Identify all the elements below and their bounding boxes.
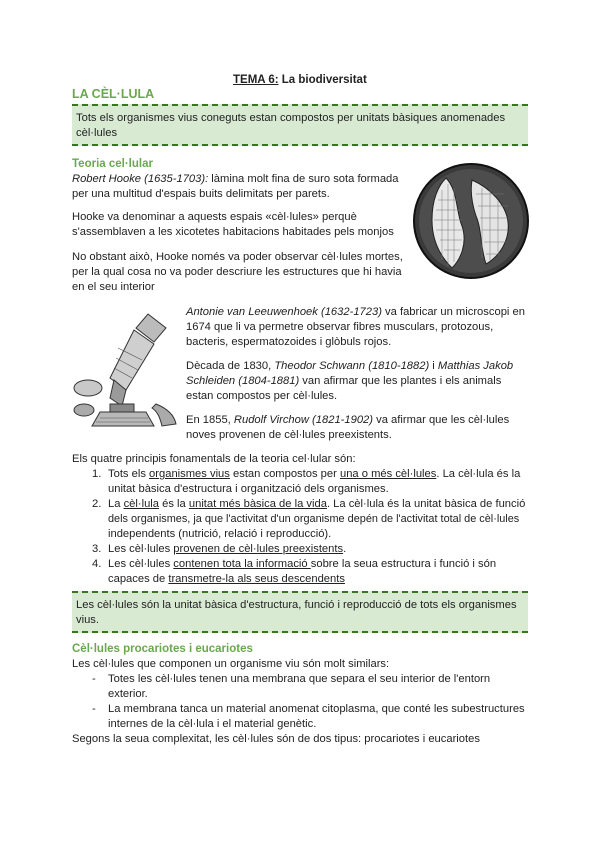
principle-1-b: estan compostos per	[229, 468, 340, 480]
principle-4-number: 4.	[92, 558, 102, 570]
leeuwenhoek-name: Antonie van Leeuwenhoek (1632-1723)	[186, 306, 382, 318]
principle-3-a: Les cèl·lules	[108, 543, 174, 555]
principle-1-number: 1.	[92, 468, 102, 480]
schwann-line-1	[186, 359, 513, 374]
principle-4-b: sobre la seua estructura i funció i són	[310, 558, 497, 570]
principle-2-a: La	[108, 498, 124, 510]
bullet-2-line-1: La membrana tanca un material anomenat citoplasma, que conté les subestructures	[108, 703, 525, 715]
principle-4-line2-u: transmetre-la als seus descendents	[168, 573, 345, 585]
principle-3-u1: provenen de cèl·lules preexistents	[173, 543, 344, 555]
principle-3-line-1	[108, 542, 346, 557]
leeuwenhoek-line-1	[186, 305, 525, 320]
principle-3-b: .	[343, 543, 347, 555]
bullet-2-line-2: internes de la cèl·lula i el material genètic.	[108, 718, 317, 730]
schleiden-dates: Schleiden (1804-1881)	[186, 375, 300, 387]
virchow-pre: En 1855,	[186, 414, 234, 426]
principle-2-c: . La cèl·lula és la unitat bàsica de funció	[326, 498, 526, 510]
principle-2-b: és la	[159, 498, 189, 510]
tema-label: TEMA 6:	[233, 74, 279, 86]
principle-1-u2: una o més cèl·lules	[339, 468, 437, 480]
principle-3-number: 3.	[92, 543, 102, 555]
teoria-heading: Teoria cel·lular	[72, 158, 153, 170]
hooke-p3-line-3: en el seu interior	[72, 281, 155, 293]
schwann-line-3: estan compostos per cèl·lules.	[186, 390, 338, 402]
leeuwenhoek-line-2: 1674 que li va permetre observar fibres musculars, protozous,	[186, 321, 494, 333]
principle-1-a: Tots els	[108, 468, 150, 480]
summary-box	[72, 591, 528, 633]
bullet-1-line-2: exterior.	[108, 688, 148, 700]
schleiden-name: Matthias Jakob	[437, 360, 514, 372]
principle-2-u1: cèl·lula	[123, 498, 160, 510]
document-title	[233, 73, 367, 88]
principle-4-line-1	[108, 557, 496, 572]
leeuwenhoek-line-3: bacteris, espermatozoides i glòbuls rojos.	[186, 336, 392, 348]
virchow-line-1	[186, 413, 509, 428]
summary-line-2: vius.	[76, 614, 100, 626]
intro-line-1: Tots els organismes vius coneguts estan compostos per unitats bàsiques anomenades	[76, 112, 506, 124]
principle-2-line-3: independents (nutrició, relació i reproducció).	[108, 528, 332, 540]
principle-2-u2: unitat més bàsica de la vida	[188, 498, 327, 510]
principle-4-u1: contenen tota la informació	[173, 558, 311, 570]
schwann-pre: Dècada de 1830,	[186, 360, 275, 372]
schwann-line-2	[186, 374, 501, 389]
virchow-name: Rudolf Virchow (1821-1902)	[233, 414, 374, 426]
microscope-illustration	[70, 308, 182, 436]
principles-intro: Els quatre principis fonamentals de la teoria cel·lular són:	[72, 453, 356, 465]
principle-2-line-1	[108, 497, 525, 512]
cork-cells-illustration	[410, 160, 532, 282]
section-title: LA CÈL·LULA	[72, 87, 155, 101]
intro-box	[72, 104, 528, 146]
schwann-text: van afirmar que les plantes i els animals	[299, 375, 502, 387]
hooke-p2-line-2: s'assemblaven a les xicotetes habitacions habitades pels monjos	[72, 226, 394, 238]
bullet-2-dash: -	[92, 703, 96, 715]
principle-1-line-1	[108, 467, 520, 482]
principle-2-line-2: dels organismes, ja que l'activitat d'un organisme depén de l'activitat total de cèl·lules	[108, 513, 520, 525]
intro-line-2: cèl·lules	[76, 127, 118, 139]
schwann-mid: i	[429, 360, 438, 372]
hooke-line-2: per una multitud d'espais buits delimitats per parets.	[72, 188, 330, 200]
schwann-name: Theodor Schwann (1810-1882)	[274, 360, 430, 372]
hooke-p3-line-2: per la qual cosa no va poder descriure les estructures que hi havia	[72, 266, 402, 278]
principle-1-u1: organismes vius	[149, 468, 230, 480]
procariotes-intro: Les cèl·lules que componen un organisme viu són molt similars:	[72, 658, 390, 670]
procariotes-closing: Segons la seua complexitat, les cèl·lules són de dos tipus: procariotes i eucariotes	[72, 733, 480, 745]
principle-1-line-2: unitat bàsica d'estructura i organització dels organismes.	[108, 483, 389, 495]
procariotes-heading: Cèl·lules procariotes i eucariotes	[72, 643, 253, 655]
principle-1-c: . La cèl·lula és la	[436, 468, 521, 480]
bullet-1-line-1: Totes les cèl·lules tenen una membrana que separa el seu interior de l'entorn	[108, 673, 491, 685]
bullet-1-dash: -	[92, 673, 96, 685]
principle-4-a: Les cèl·lules	[108, 558, 174, 570]
hooke-p3-line-1: No obstant això, Hooke només va poder observar cèl·lules mortes,	[72, 251, 403, 263]
leeuwenhoek-text: va fabricar un microscopi en	[381, 306, 525, 318]
hooke-name: Robert Hooke (1635-1703):	[72, 173, 209, 185]
principle-2-number: 2.	[92, 498, 102, 510]
tema-title: La biodiversitat	[281, 74, 367, 86]
hooke-text: làmina molt fina de suro sota formada	[208, 173, 399, 185]
hooke-p2-line-1: Hooke va denominar a aquests espais «cèl·lules» perquè	[72, 211, 357, 223]
principle-4-line2-a: capaces de	[108, 573, 169, 585]
summary-line-1: Les cèl·lules són la unitat bàsica d'estructura, funció i reproducció de tots els organismes	[76, 599, 517, 611]
virchow-line-2: noves provenen de cèl·lules preexistents.	[186, 429, 392, 441]
hooke-line-1	[72, 172, 398, 187]
virchow-text: va afirmar que les cèl·lules	[373, 414, 510, 426]
principle-4-line-2	[108, 572, 345, 587]
